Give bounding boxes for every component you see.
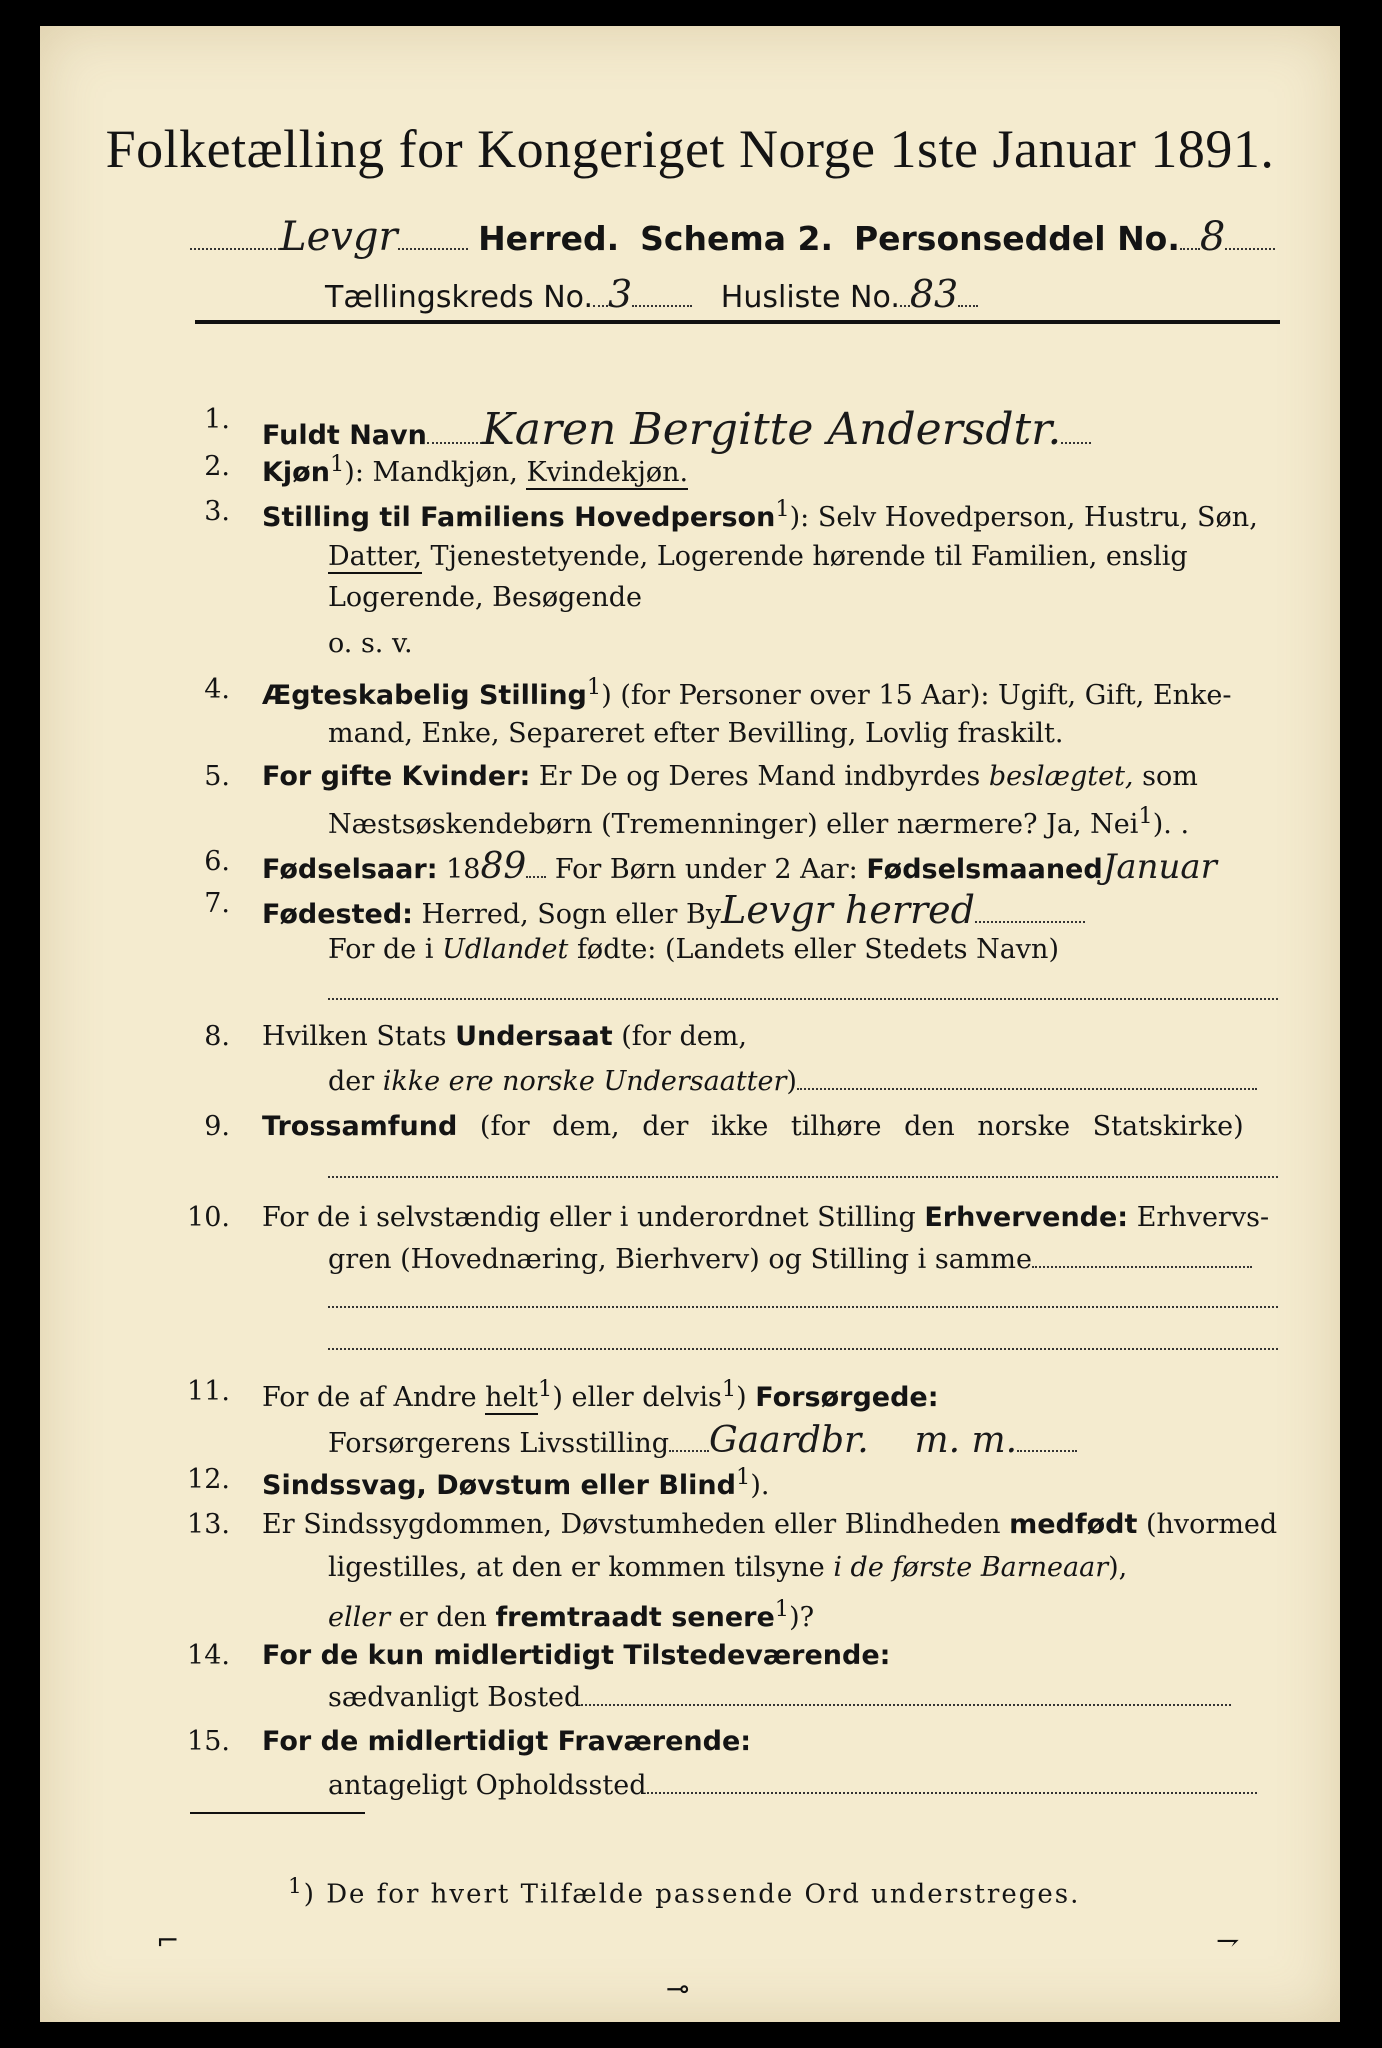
footnote-ref: 1 <box>586 674 602 700</box>
q6-label: Fødselsaar: <box>262 854 438 885</box>
q5-italic: beslægtet, <box>988 761 1134 792</box>
q14-row-2 <box>328 1682 1231 1713</box>
q5-row-2: Næstsøskendebørn (Tremenninger) eller nærmere? Ja, Nei$^1$). . <box>328 803 1190 840</box>
q12-number: 12. <box>187 1464 230 1495</box>
personseddel-label: Personseddel No. <box>853 219 1180 258</box>
q12-label: Sindssvag, Døvstum eller Blind <box>262 1470 736 1501</box>
q5-text-1-end: som <box>1133 761 1198 792</box>
q8-label: Undersaat <box>455 1021 613 1052</box>
q4-row-1 <box>262 674 1232 711</box>
footnote-ref: 1 <box>329 451 345 477</box>
q12-row: Sindssvag, Døvstum eller Blind$^1$). <box>262 1464 770 1501</box>
q11-underlined-answer: helt <box>485 1382 539 1413</box>
footnote-ref: 1 <box>775 496 790 522</box>
q3-text-3: Logerende, Besøgende <box>328 582 642 613</box>
q8-text-b: (for dem, <box>612 1021 747 1052</box>
q3-text-2: Tjenestetyende, Logerende hørende til Familien, enslig <box>421 541 1188 572</box>
herred-label: Herred. <box>478 219 620 258</box>
kreds-label: Tællingskreds No. <box>325 280 593 315</box>
q13-text-2c: ), <box>1108 1552 1128 1583</box>
q11-text-2: Forsørgerens Livsstilling <box>328 1428 670 1459</box>
q5-text-1: Er De og Deres Mand indbyrdes <box>530 761 989 792</box>
q13-text-b: (hvormed <box>1137 1509 1278 1540</box>
footnote-text: ) De for hvert Tilfælde passende Ord understreges. <box>303 1879 1081 1910</box>
q2-number: 2. <box>204 451 230 482</box>
q7-label: Fødested: <box>262 899 413 930</box>
form-title: Folketælling for Kongeriget Norge 1ste Januar 1891. <box>105 119 1275 179</box>
census-form <box>40 26 1340 2022</box>
q11-label: Forsørgede: <box>755 1382 939 1413</box>
q11-text-a: For de af Andre <box>262 1382 486 1413</box>
q11-value: Gaardbr. m. m. <box>709 1420 1018 1461</box>
q5-text-2: Næstsøskendebørn (Tremenninger) eller nærmere? Ja, Nei <box>328 809 1139 840</box>
husliste-label: Husliste No. <box>720 280 900 315</box>
q8-number: 8. <box>204 1021 230 1052</box>
q4-text-2: mand, Enke, Separeret efter Bevilling, Lovlig fraskilt. <box>328 718 1064 749</box>
q10-number: 10. <box>187 1202 230 1233</box>
q13-label-2: fremtraadt senere <box>495 1602 775 1633</box>
q12-end: ). <box>750 1470 770 1501</box>
q9-number: 9. <box>204 1111 230 1142</box>
q5-label: For gifte Kvinder: <box>262 761 531 792</box>
header-separator <box>195 320 1280 324</box>
q13-text-a: Er Sindssygdommen, Døvstumheden eller Blindheden <box>262 1509 1010 1540</box>
q9-dotted-line <box>328 1154 1278 1185</box>
schema-label: Schema 2. <box>640 219 833 258</box>
q4-label: Ægteskabelig Stilling <box>262 680 587 711</box>
q15-label: For de midlertidigt Fraværende: <box>262 1726 752 1757</box>
q8-text-2a: der <box>328 1066 383 1097</box>
q15-number: 15. <box>187 1726 230 1757</box>
q2-label: Kjøn <box>262 457 330 488</box>
q13-end: )? <box>789 1602 815 1633</box>
q5-number: 5. <box>204 761 230 792</box>
q13-row-2 <box>328 1552 1127 1583</box>
q14-label: For de kun midlertidigt Tilstedeværende: <box>262 1640 891 1671</box>
q10-label: Erhvervende: <box>924 1202 1129 1233</box>
q6-prefix: 18 <box>437 854 481 885</box>
q8-italic: ikke ere norske Undersaatter <box>382 1066 787 1097</box>
q3-number: 3. <box>204 496 230 527</box>
q7-row-2 <box>328 934 1059 965</box>
q8-row-1 <box>262 1021 747 1052</box>
q6-label-2: Fødselsmaaned <box>866 854 1103 885</box>
q14-row-1 <box>262 1640 890 1671</box>
q1-row <box>262 404 1091 455</box>
q2-row <box>262 451 688 488</box>
q10-row-2 <box>328 1244 1252 1275</box>
q8-text-a: Hvilken Stats <box>262 1021 456 1052</box>
q3-text-4: o. s. v. <box>328 628 413 659</box>
corner-mark-left: ⌐ <box>156 1924 180 1957</box>
q7-value: Levgr herred <box>721 888 975 932</box>
q13-row-3: eller er den fremtraadt senere$^1$)? <box>328 1596 815 1633</box>
q8-row-2 <box>328 1066 1257 1097</box>
q10-dotted-line-1 <box>328 1284 1278 1315</box>
husliste-value: 83 <box>909 272 959 316</box>
q7-text: Herred, Sogn eller By <box>412 899 722 930</box>
q6-year: 89 <box>480 846 527 887</box>
q1-number: 1. <box>204 404 230 435</box>
q4-row-2 <box>328 718 1063 749</box>
bottom-mark: ⊸ <box>666 1972 690 2005</box>
q6-month: Januar <box>1102 847 1217 887</box>
q10-row-1 <box>262 1202 1269 1233</box>
q5-text-2-end: ). . <box>1152 809 1190 840</box>
q13-text-2a: ligestilles, at den er kommen tilsyne <box>328 1552 834 1583</box>
q11-number: 11. <box>187 1376 230 1407</box>
q2-text: ): Mandkjøn, <box>344 457 527 488</box>
q13-row-1 <box>262 1509 1277 1540</box>
q2-underlined-answer: Kvindekjøn. <box>526 457 689 488</box>
q13-italic: i de første Barneaar <box>833 1552 1109 1583</box>
q5-row-1 <box>262 761 1198 792</box>
q13-italic-2: eller <box>328 1602 391 1633</box>
q10-text-b: Erhvervs- <box>1128 1202 1270 1233</box>
q13-label: medfødt <box>1009 1509 1138 1540</box>
q1-value: Karen Bergitte Andersdtr. <box>481 404 1062 455</box>
q7-text-2c: fødte: (Landets eller Stedets Navn) <box>568 934 1059 965</box>
q7-dotted-line <box>328 976 1278 1007</box>
q4-text-1: ) (for Personer over 15 Aar): Ugift, Gift, Enke- <box>601 680 1232 711</box>
q1-label: Fuldt Navn <box>262 420 427 451</box>
q8-text-2c: ) <box>786 1066 797 1097</box>
footnote-separator <box>190 1812 365 1814</box>
q9-row <box>262 1111 1244 1142</box>
q6-text: For Børn under 2 Aar: <box>546 854 867 885</box>
header-line-2 <box>325 272 978 316</box>
q15-row-1 <box>262 1726 751 1757</box>
q9-text: (for dem, der ikke tilhøre den norske Statskirke) <box>457 1111 1244 1142</box>
q15-text-2: antageligt Opholdssted <box>328 1770 647 1801</box>
q4-number: 4. <box>204 674 230 705</box>
q3-label: Stilling til Familiens Hovedperson <box>262 502 776 533</box>
q11-row-1: For de af Andre helt$^1$) eller delvis$^1$) Forsørgede: <box>262 1376 939 1413</box>
header-line-1 <box>190 214 1275 260</box>
q10-text-a: For de i selvstændig eller i underordnet Stilling <box>262 1202 925 1233</box>
q10-dotted-line-2 <box>328 1326 1278 1357</box>
q11-row-2 <box>328 1420 1077 1461</box>
herred-value: Levgr <box>280 214 398 260</box>
q3-row-1 <box>262 496 1258 533</box>
footnote-sup: 1 <box>288 1874 304 1899</box>
kreds-value: 3 <box>608 272 633 316</box>
q7-number: 7. <box>204 888 230 919</box>
q3-row-4 <box>328 628 413 659</box>
q3-row-3 <box>328 582 642 613</box>
corner-mark-right: ⇁ <box>1216 1924 1240 1957</box>
q7-text-2a: For de i <box>328 934 443 965</box>
q3-text-1: ): Selv Hovedperson, Hustru, Søn, <box>789 502 1258 533</box>
q7-row-1 <box>262 888 1085 932</box>
q7-italic: Udlandet <box>442 934 569 965</box>
q14-text-2: sædvanligt Bosted <box>328 1682 582 1713</box>
q3-row-2 <box>328 541 1188 572</box>
footnote <box>288 1874 1080 1910</box>
q11-text-b: ) eller delvis <box>552 1382 722 1413</box>
q10-text-2: gren (Hovednæring, Bierhverv) og Stilling i samme <box>328 1244 1033 1275</box>
q13-number: 13. <box>187 1509 230 1540</box>
q6-row <box>262 846 1217 887</box>
personseddel-value: 8 <box>1199 214 1226 260</box>
q13-text-3: er den <box>390 1602 496 1633</box>
q6-number: 6. <box>204 846 230 877</box>
q14-number: 14. <box>187 1640 230 1671</box>
q3-underlined-answer: Datter, <box>328 541 422 572</box>
q15-row-2 <box>328 1770 1257 1801</box>
q9-label: Trossamfund <box>262 1111 458 1142</box>
